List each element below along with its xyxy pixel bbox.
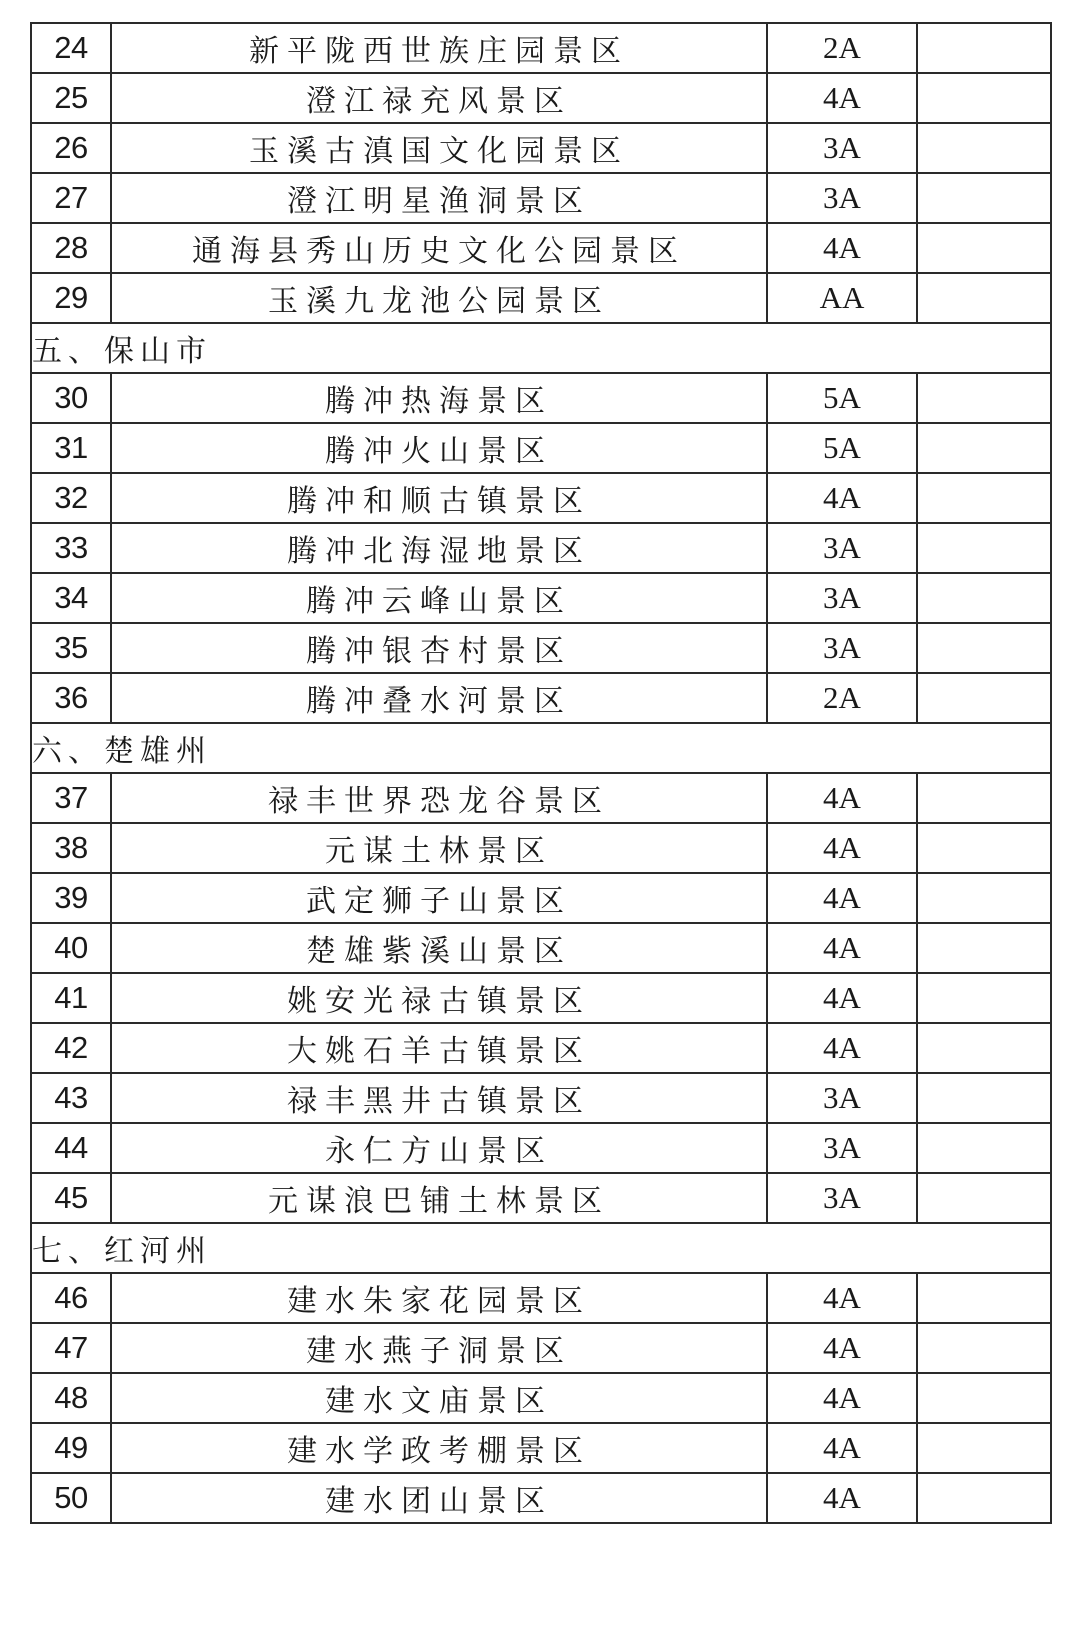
- grade-level-cell: 4A: [767, 1423, 917, 1473]
- row-number-cell: 30: [31, 373, 111, 423]
- row-number-cell: 25: [31, 73, 111, 123]
- scenic-area-name-cell: 澄江禄充风景区: [111, 73, 767, 123]
- empty-remarks-cell: [917, 273, 1051, 323]
- empty-remarks-cell: [917, 423, 1051, 473]
- table-row: [31, 573, 1051, 623]
- empty-remarks-cell: [917, 23, 1051, 73]
- table-row: [31, 773, 1051, 823]
- grade-level-cell: 3A: [767, 173, 917, 223]
- scenic-area-name-cell: 玉溪九龙池公园景区: [111, 273, 767, 323]
- scenic-area-name-cell: 新平陇西世族庄园景区: [111, 23, 767, 73]
- scenic-area-name-cell: 腾冲火山景区: [111, 423, 767, 473]
- row-number-cell: 43: [31, 1073, 111, 1123]
- row-number-cell: 50: [31, 1473, 111, 1523]
- scenic-area-name-cell: 建水团山景区: [111, 1473, 767, 1523]
- scenic-area-name-cell: 玉溪古滇国文化园景区: [111, 123, 767, 173]
- table-row: [31, 673, 1051, 723]
- row-number-cell: 46: [31, 1273, 111, 1323]
- row-number-cell: 40: [31, 923, 111, 973]
- table-row: [31, 73, 1051, 123]
- row-number-cell: 35: [31, 623, 111, 673]
- scenic-area-name-cell: 姚安光禄古镇景区: [111, 973, 767, 1023]
- table-row: [31, 23, 1051, 73]
- table-row: [31, 373, 1051, 423]
- grade-level-cell: 2A: [767, 23, 917, 73]
- table-row: [31, 873, 1051, 923]
- table-row: [31, 223, 1051, 273]
- scenic-area-table: [30, 22, 1052, 1524]
- row-number-cell: 29: [31, 273, 111, 323]
- table-row: [31, 1273, 1051, 1323]
- empty-remarks-cell: [917, 1273, 1051, 1323]
- section-header-label: 五、保山市: [31, 323, 1051, 373]
- scenic-area-name-cell: 通海县秀山历史文化公园景区: [111, 223, 767, 273]
- grade-level-cell: 2A: [767, 673, 917, 723]
- grade-level-cell: 4A: [767, 973, 917, 1023]
- section-header-row: [31, 723, 1051, 773]
- row-number-cell: 24: [31, 23, 111, 73]
- scenic-area-name-cell: 腾冲和顺古镇景区: [111, 473, 767, 523]
- empty-remarks-cell: [917, 173, 1051, 223]
- table-row: [31, 123, 1051, 173]
- grade-level-cell: 4A: [767, 1473, 917, 1523]
- empty-remarks-cell: [917, 373, 1051, 423]
- grade-level-cell: 3A: [767, 623, 917, 673]
- row-number-cell: 49: [31, 1423, 111, 1473]
- table-row: [31, 523, 1051, 573]
- empty-remarks-cell: [917, 123, 1051, 173]
- grade-level-cell: 3A: [767, 1073, 917, 1123]
- table-row: [31, 923, 1051, 973]
- scenic-area-name-cell: 楚雄紫溪山景区: [111, 923, 767, 973]
- grade-level-cell: 3A: [767, 1173, 917, 1223]
- empty-remarks-cell: [917, 973, 1051, 1023]
- empty-remarks-cell: [917, 223, 1051, 273]
- row-number-cell: 33: [31, 523, 111, 573]
- scenic-area-list-sheet: [30, 22, 1050, 1524]
- scenic-area-name-cell: 禄丰黑井古镇景区: [111, 1073, 767, 1123]
- scenic-area-name-cell: 大姚石羊古镇景区: [111, 1023, 767, 1073]
- empty-remarks-cell: [917, 873, 1051, 923]
- row-number-cell: 39: [31, 873, 111, 923]
- scenic-area-name-cell: 武定狮子山景区: [111, 873, 767, 923]
- scenic-area-name-cell: 腾冲银杏村景区: [111, 623, 767, 673]
- table-row: [31, 173, 1051, 223]
- row-number-cell: 44: [31, 1123, 111, 1173]
- row-number-cell: 37: [31, 773, 111, 823]
- grade-level-cell: 4A: [767, 1373, 917, 1423]
- table-row: [31, 1173, 1051, 1223]
- scenic-area-name-cell: 澄江明星渔洞景区: [111, 173, 767, 223]
- table-row: [31, 473, 1051, 523]
- empty-remarks-cell: [917, 623, 1051, 673]
- table-row: [31, 823, 1051, 873]
- scenic-area-name-cell: 建水文庙景区: [111, 1373, 767, 1423]
- empty-remarks-cell: [917, 1173, 1051, 1223]
- grade-level-cell: 4A: [767, 873, 917, 923]
- grade-level-cell: 4A: [767, 773, 917, 823]
- table-row: [31, 973, 1051, 1023]
- row-number-cell: 42: [31, 1023, 111, 1073]
- grade-level-cell: 4A: [767, 73, 917, 123]
- scenic-area-name-cell: 永仁方山景区: [111, 1123, 767, 1173]
- row-number-cell: 32: [31, 473, 111, 523]
- table-row: [31, 1123, 1051, 1173]
- section-header-label: 六、楚雄州: [31, 723, 1051, 773]
- empty-remarks-cell: [917, 923, 1051, 973]
- section-header-row: [31, 323, 1051, 373]
- grade-level-cell: 4A: [767, 1273, 917, 1323]
- empty-remarks-cell: [917, 1123, 1051, 1173]
- empty-remarks-cell: [917, 1473, 1051, 1523]
- empty-remarks-cell: [917, 573, 1051, 623]
- row-number-cell: 27: [31, 173, 111, 223]
- grade-level-cell: 4A: [767, 923, 917, 973]
- empty-remarks-cell: [917, 473, 1051, 523]
- scenic-area-name-cell: 元谋浪巴铺土林景区: [111, 1173, 767, 1223]
- table-row: [31, 1023, 1051, 1073]
- scenic-area-name-cell: 禄丰世界恐龙谷景区: [111, 773, 767, 823]
- row-number-cell: 28: [31, 223, 111, 273]
- table-row: [31, 1473, 1051, 1523]
- scenic-area-table-body: [31, 23, 1051, 1523]
- scenic-area-name-cell: 腾冲云峰山景区: [111, 573, 767, 623]
- row-number-cell: 31: [31, 423, 111, 473]
- grade-level-cell: 5A: [767, 423, 917, 473]
- grade-level-cell: 4A: [767, 223, 917, 273]
- row-number-cell: 45: [31, 1173, 111, 1223]
- empty-remarks-cell: [917, 1073, 1051, 1123]
- scenic-area-name-cell: 建水学政考棚景区: [111, 1423, 767, 1473]
- section-header-label: 七、红河州: [31, 1223, 1051, 1273]
- scenic-area-name-cell: 建水燕子洞景区: [111, 1323, 767, 1373]
- table-row: [31, 623, 1051, 673]
- scenic-area-name-cell: 腾冲北海湿地景区: [111, 523, 767, 573]
- grade-level-cell: AA: [767, 273, 917, 323]
- grade-level-cell: 5A: [767, 373, 917, 423]
- scenic-area-name-cell: 元谋土林景区: [111, 823, 767, 873]
- empty-remarks-cell: [917, 773, 1051, 823]
- table-row: [31, 1373, 1051, 1423]
- table-row: [31, 1323, 1051, 1373]
- row-number-cell: 34: [31, 573, 111, 623]
- section-header-row: [31, 1223, 1051, 1273]
- empty-remarks-cell: [917, 1423, 1051, 1473]
- empty-remarks-cell: [917, 673, 1051, 723]
- grade-level-cell: 4A: [767, 1323, 917, 1373]
- grade-level-cell: 3A: [767, 1123, 917, 1173]
- table-row: [31, 423, 1051, 473]
- grade-level-cell: 3A: [767, 523, 917, 573]
- row-number-cell: 47: [31, 1323, 111, 1373]
- row-number-cell: 48: [31, 1373, 111, 1423]
- scenic-area-name-cell: 腾冲叠水河景区: [111, 673, 767, 723]
- table-row: [31, 1423, 1051, 1473]
- grade-level-cell: 4A: [767, 823, 917, 873]
- empty-remarks-cell: [917, 1023, 1051, 1073]
- row-number-cell: 26: [31, 123, 111, 173]
- empty-remarks-cell: [917, 1373, 1051, 1423]
- grade-level-cell: 4A: [767, 1023, 917, 1073]
- empty-remarks-cell: [917, 523, 1051, 573]
- scenic-area-name-cell: 腾冲热海景区: [111, 373, 767, 423]
- table-row: [31, 273, 1051, 323]
- grade-level-cell: 4A: [767, 473, 917, 523]
- row-number-cell: 38: [31, 823, 111, 873]
- scenic-area-name-cell: 建水朱家花园景区: [111, 1273, 767, 1323]
- row-number-cell: 41: [31, 973, 111, 1023]
- empty-remarks-cell: [917, 823, 1051, 873]
- table-row: [31, 1073, 1051, 1123]
- empty-remarks-cell: [917, 1323, 1051, 1373]
- grade-level-cell: 3A: [767, 123, 917, 173]
- row-number-cell: 36: [31, 673, 111, 723]
- empty-remarks-cell: [917, 73, 1051, 123]
- grade-level-cell: 3A: [767, 573, 917, 623]
